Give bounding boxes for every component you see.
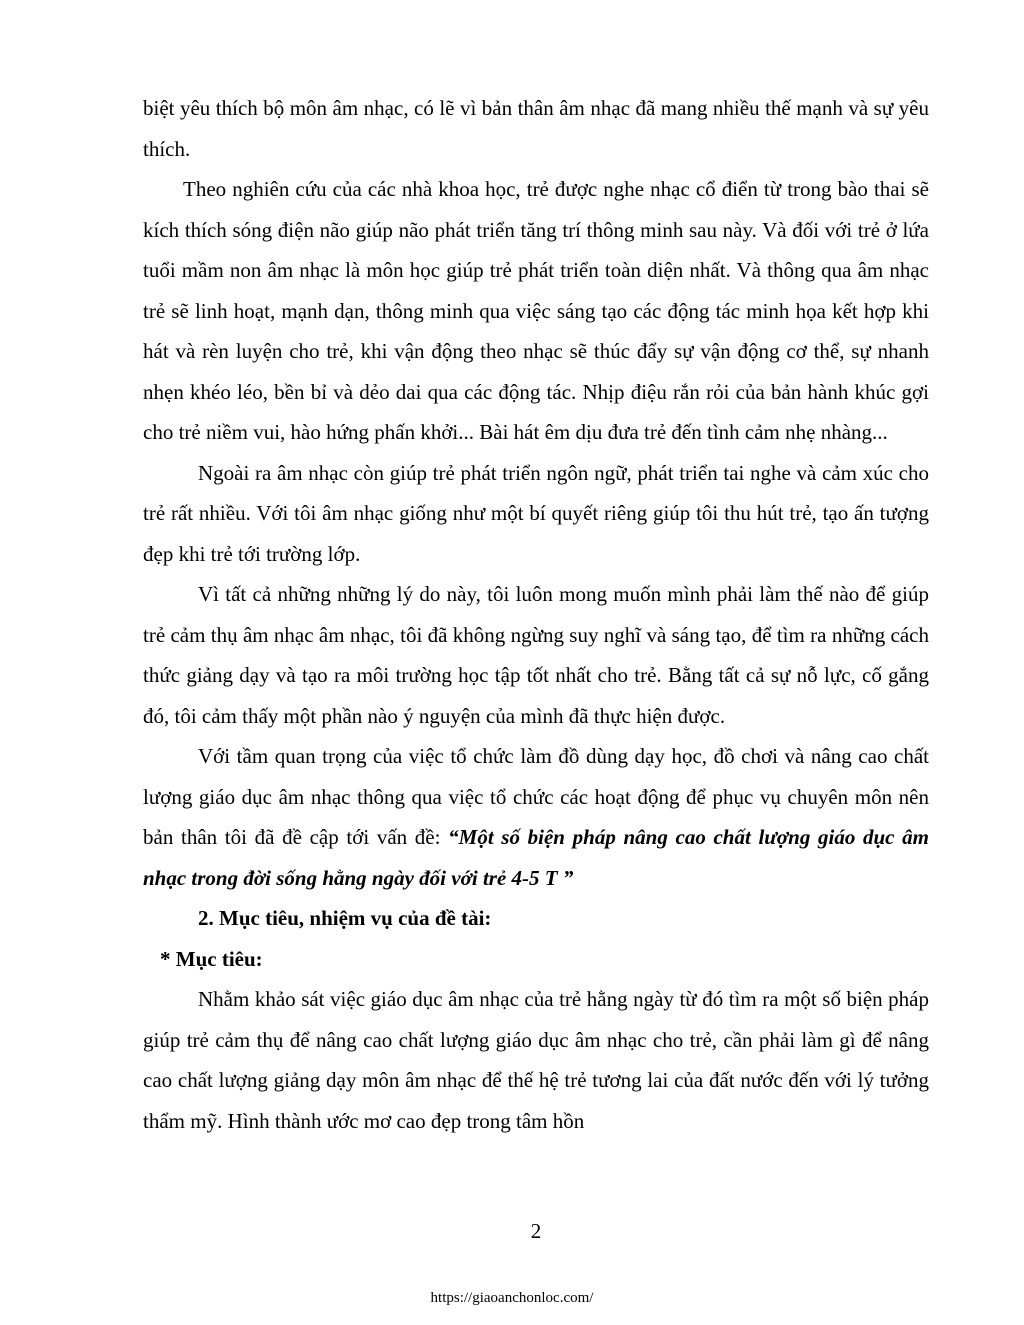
paragraph-reasons: Vì tất cả những những lý do này, tôi luôn mong muốn mình phải làm thế nào để giúp trẻ cảm thụ âm nhạc âm nhạc, tôi đã không ngừng suy nghĩ và sáng tạo, để tìm ra những cách thức giảng dạy và tạo ra môi trường học tập tốt nhất cho trẻ. Bằng tất cả sự nỗ lực, cố gắng đó, tôi cảm thấy một phần nào ý nguyện của mình đã thực hiện được.: [143, 582, 929, 728]
section-heading: 2. Mục tiêu, nhiệm vụ của đề tài:: [198, 906, 492, 930]
paragraph-research: Theo nghiên cứu của các nhà khoa học, trẻ được nghe nhạc cổ điển từ trong bào thai sẽ kích thích sóng điện não giúp não phát triển tăng trí thông minh sau này. Và đối với trẻ ở lứa tuổi mầm non âm nhạc là môn học giúp trẻ phát triển toàn diện nhất. Và thông qua âm nhạc trẻ sẽ linh hoạt, mạnh dạn, thông minh qua việc sáng tạo các động tác minh họa kết hợp khi hát và rèn luyện cho trẻ, khi vận động theo nhạc sẽ thúc đẩy sự vận động cơ thể, sự nhanh nhẹn khéo léo, bền bỉ và dẻo dai qua các động tác. Nhịp điệu rắn rỏi của bản hành khúc gợi cho trẻ niềm vui, hào hứng phấn khởi... Bài hát êm dịu đưa trẻ đến tình cảm nhẹ nhàng...: [143, 177, 929, 444]
paragraph-continuation: biệt yêu thích bộ môn âm nhạc, có lẽ vì bản thân âm nhạc đã mang nhiều thế mạnh và sự yêu thích.: [143, 96, 929, 161]
importance-text: Với tầm quan trọng của việc tổ chức làm đồ dùng dạy học, đồ chơi và nâng cao chất lượng giáo dục âm nhạc thông qua việc tổ chức các hoạt động để phục vụ chuyên môn nên bản thân tôi đã đề cập tới vấn đề:: [143, 744, 929, 849]
document-body: [143, 88, 929, 1141]
paragraph-language: Ngoài ra âm nhạc còn giúp trẻ phát triển ngôn ngữ, phát triển tai nghe và cảm xúc cho trẻ rất nhiều. Với tôi âm nhạc giống như một bí quyết riêng giúp tôi thu hút trẻ, tạo ấn tượng đẹp khi trẻ tới trường lớp.: [143, 460, 929, 566]
page-number: 2: [530, 1219, 542, 1243]
footer-url[interactable]: https://giaoanchonloc.com/: [430, 1290, 594, 1306]
sub-heading-goal: * Mục tiêu:: [160, 946, 263, 971]
paragraph-importance: [143, 736, 929, 898]
paragraph-goal: Nhằm khảo sát việc giáo dục âm nhạc của trẻ hằng ngày từ đó tìm ra một số biện pháp giúp trẻ cảm thụ để nâng cao chất lượng giáo dục âm nhạc cho trẻ, cần phải làm gì để nâng cao chất lượng giảng dạy môn âm nhạc để thế hệ trẻ tương lai của đất nước đến với lý tưởng thẩm mỹ. Hình thành ước mơ cao đẹp trong tâm hồn: [143, 987, 929, 1133]
topic-title: “Một số biện pháp nâng cao chất lượng giáo dục âm nhạc trong đời sống hằng ngày đối với trẻ 4-5 T ”: [143, 825, 929, 890]
